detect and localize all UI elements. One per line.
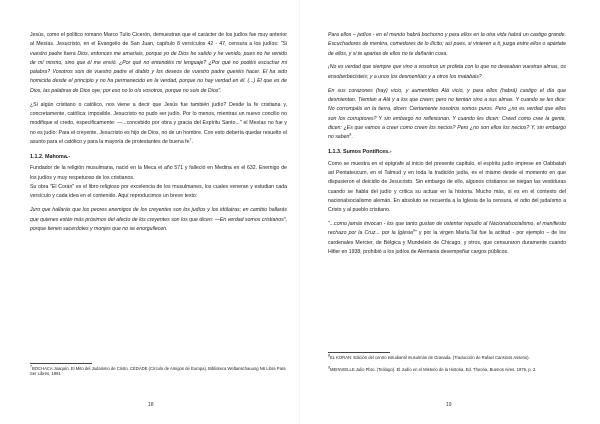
quote-text: "...como jamás invocan - los que tanto gustan de ostentar repudio al Nacionalsocialismo, el manifiesto rechazo por la Cruz... por la Iglesia bbox=[328, 221, 566, 237]
koran-quote: ¡No es verdad que siempre que vino a vosotros un profeta con lo que no deseaban vuestras almas, os ensoberbecisteis; y a unos los desmentíais y a otros los matabais? bbox=[328, 64, 566, 80]
koran-quote-paragraph: En sus corazones (hay) vicio, y aumentóles Alá vicio, y para ellos (habrá) castigo el día que desmientan. Tiemtan a Alá y a los que creen; pero no tientan sino a sus almas. Y cuando se les dice: No corrompáis en la tierra, dicen: Ciertamente nosotros somos puros. Pero ¿no es verdad que ellos son los corruptores? Y sin embargo no reflexionan. Y cuando les dicen: Creed como cree la gente, dicen: ¿Es que vamos a creer como creen los necios? Pero ¿no son ellos los necios? Y, sin embargo no saben$^8$. bbox=[328, 87, 566, 141]
paragraph bbox=[328, 220, 566, 257]
footnote-rule bbox=[328, 352, 390, 353]
paragraph-text: ¿Si algún cristiano o católico, nos viene a decir que Jesús fue también judío? Desde la fe cristiana y, concretamente, católica: imposible. Jesucristo no pudo ser judío. Por lo menos, mientras un nuevo concilio no modifique el credo, especificamente: —...concebido por obra y gracia del Espíritu Santo..." el Mesías no fue y no es judío: Para el creyente, Jesucristo es hijo de Dios, no de un hombre. Con esto debería quedar resuelto el asunto para el católico y para la mayoría de protestantes de buena fe bbox=[30, 101, 287, 145]
footnote-text: BOCHACA Joaquín. El Mito del Judaísmo de Cristo. CEDADE (Círculo de Amigos de Europa). Biblioteca Weltanschauung N6 Libra Para Ser Libres, 1991 bbox=[30, 366, 286, 377]
footnote-number: 8 bbox=[328, 353, 330, 358]
paragraph: Como se muestra en el epígrafe al inicio del presente capítulo, el espíritu judío imprese en Oabbatah ad Pentateucum, en el Talmud y en toda la tradición judía, es el mismo desde el momento en que dispusieron el deicidio de Jesucristo. Sin embargo de ello, algunos cristianos se niegan las vestiduras cuando se habla del judío y critica su actuar en la historia. Mucho más, si es en el contexto del nacionalsocialismo alemán. En absoluto se recuerda a la Iglesia de la censura, el odio del judaísmo a Cristo y al pueblo cristiano. bbox=[328, 160, 566, 214]
footnote-ref: 7 bbox=[189, 137, 192, 142]
footnote-number: 9 bbox=[328, 365, 330, 370]
page-number: 19 bbox=[446, 401, 452, 408]
paragraph-text: Jesús, como el político romano Marco Tulio Cicerón, demuestran que el carácter de los judíos fue muy anterior al Mesías. Jesucristo, en el Evangelio de San Juan, capítulo 8 versículos 42 - 47, censura a los judíos: bbox=[30, 32, 287, 48]
footnote bbox=[328, 355, 566, 360]
footnote-text: EL KORAN: Edición del centro estudiantil musulmán de Granada. (Traducción de Rafael Cansinos Assens). bbox=[330, 355, 530, 360]
koran-quote: En sus corazones (hay) vicio, y aumentóles Alá vicio, y para ellos (habrá) castigo el día que desmientan. Tiemtan a Alá y a los que creen; pero no tientan sino a sus almas. Y cuando se les dice: No corrompáis en la tierra, dicen: Ciertamente nosotros somos puros. Pero ¿no es verdad que ellos son los corruptores? Y sin embargo no reflexionan. Y cuando les dicen: Creed como cree la gente, dicen: ¿Es que vamos a creer como creen los necios? Pero ¿no son ellos los necios? Y, sin embargo no saben bbox=[328, 87, 566, 141]
paragraph: Su obra "El Corán" es el libro religioso por excelencia de los musulmanes, los cuales veneran y estudian cada versículo y cada idea en el contenido. Aquí reproducimos un breve texto: bbox=[30, 184, 287, 200]
paragraph: ¿Si algún cristiano o católico, nos viene a decir que Jesús fue también judío? Desde la fe cristiana y, concretamente, católica: imposible. Jesucristo no pudo ser judío. Por lo menos, mientras un nuevo concilio no modifique el credo, especificamente: —...concebido por obra y gracia del Espíritu Santo..." el Mesías no fue y no es judío: Para el creyente, Jesucristo es hijo de Dios, no de un hombre. Con esto debería quedar resuelto el asunto para el católico y para la mayoría de protestantes de buena $fe^7$. bbox=[30, 101, 287, 145]
footnote-ref: 9 bbox=[412, 228, 415, 233]
footnote-ref: 8 bbox=[349, 132, 352, 137]
footnote-text: MEINVIELLE Julio Pbro. (Teólogo). El Judío en el Misterio de la Historia. Ed. Theoria, Buenos Aires, 1975, p. 3. bbox=[330, 367, 537, 372]
paragraph: Fundador de la religión musulmana, nació en la Meca el año 571 y falleció en Medina en el 632. Enemigo de los judíos y muy respetuoso de los cristianos. bbox=[30, 165, 287, 181]
gospel-quote: "Si vuestro padre fuera Dios, entonces me amaríais, porque yo de Dios he salido y he venido, pues no he venido de mí mismo, sino que él me envió. ¿Por qué no entendéis mi lenguaje? ¿Por qué no podéis escuchar mi palabra? Vosotros sois de vuestro padre el diablo y los deseos de vuestro padre queréis hacer. El ha sido homicida desde el principio y no ha permanecido en la verdad, porque no hay verdad en él. (...) El que es de Dios, las palabras de Dios oye; por eso no lo oís vosotros, porque no sois de Dios". bbox=[30, 41, 287, 94]
koran-quote: Juro que hallarás que los peores enemigos de los creyentes son los judíos y los idólatras; en cambio hallarás que quienes están más próximos del afecto de los creyentes son los que dicen: —En verdad somos cristianos", porque tienen sacerdotes y monjes que no se enorgullecen. bbox=[30, 207, 287, 232]
footnote-rule bbox=[30, 363, 92, 364]
footnote-number: 7 bbox=[30, 364, 32, 369]
section-heading-pontifices: 1.1.3. Sumos Pontífices.- bbox=[328, 149, 392, 156]
paragraph-text: " y por la virgen María.Tal fue la actitud - por ejemplo – de los cardenales Mercier, de Bélgica y Mundelein de Chicago, y otros, que censuraron duramente cuando Hitler en 1938, prohibió a los judíos de Alemania desempeñar cargos públicos. bbox=[328, 230, 566, 256]
footnote bbox=[30, 366, 287, 377]
koran-quote: Para ellos – judíos - en el mundo habrá bochorno y para ellos en la otra vida habrá un castigo grande. Escuchadores de mentira, comedores de lo ilícito; así pues, si vinieren a ti, juzga entre ellos o apártate de ellos, y si te apartas de ellos no te dañarán cosa. bbox=[328, 32, 566, 57]
page-number: 18 bbox=[148, 401, 154, 408]
footnote bbox=[328, 367, 566, 372]
right-page bbox=[300, 0, 600, 424]
paragraph bbox=[30, 31, 287, 96]
section-heading-mahoma: 1.1.2. Mahoma.- bbox=[30, 154, 71, 161]
